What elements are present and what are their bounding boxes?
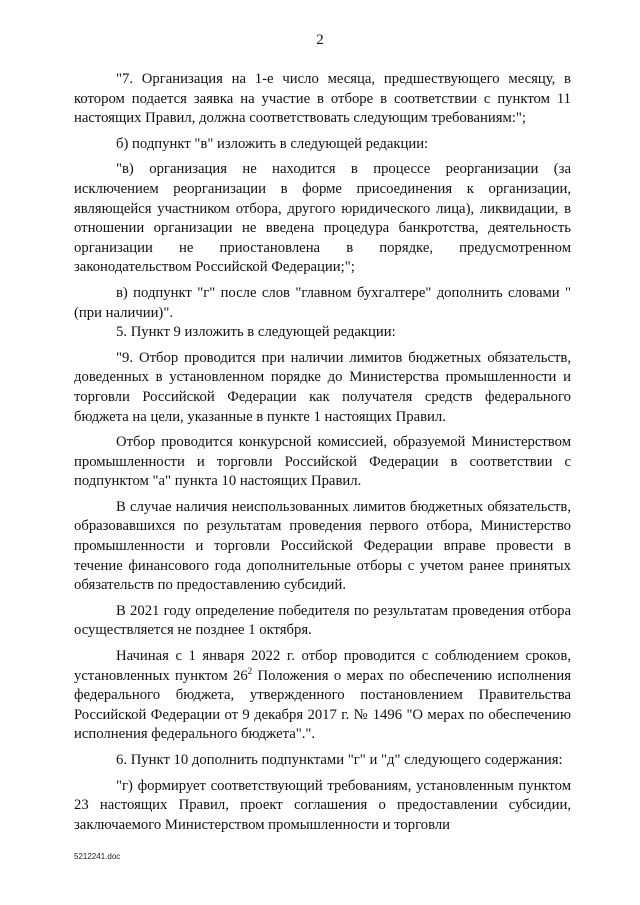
paragraph-unused-limits: В случае наличия неиспользованных лимитов бюджетных обязательств, образовавшихся по результатам проведения первого отбора, Министерство промышленности и торговли Российской Федерации вправе провести в течение финансового года дополнительные отборы с учетом ранее принятых обязательств по предоставлению субсидий. (74, 498, 571, 594)
paragraph-2021: В 2021 году определение победителя по результатам проведения отбора осуществляется не позднее 1 октября. (74, 602, 571, 639)
paragraph-item6: 6. Пункт 10 дополнить подпунктами "г" и "д" следующего содержания: (116, 752, 563, 768)
footnote-superscript: 2 (247, 665, 253, 676)
paragraph-item7: "7. Организация на 1-е число месяца, предшествующего месяцу, в котором подается заявка на участие в отборе в соответствии с пунктом 11 настоящих Правил, должна соответствовать следующим требованиям:"; (74, 71, 571, 127)
paragraph-subitem-g: "г) формирует соответствующий требованиям, установленным пунктом 23 настоящих Правил, проект соглашения о предоставлении субсидии, заключаемого Министерством промышленности и торговли (74, 777, 571, 833)
paragraph-subitem-v-text: "в) организация не находится в процессе реорганизации (за исключением реорганизации в форме присоединения к организации, являющейся участником отбора, другого юридического лица), ликвидации, в отношении организации не введена процедура банкротства, деятельность организации не приостановлена в порядке, предусмотренном законодательством Российской Федерации;"; (74, 161, 571, 276)
paragraph-commission: Отбор проводится конкурсной комиссией, образуемой Министерством промышленности и торговли Российской Федерации в соответствии с подпунктом "а" пункта 10 настоящих Правил. (74, 434, 571, 490)
page-number: 2 (316, 32, 324, 48)
paragraph-item9: "9. Отбор проводится при наличии лимитов бюджетных обязательств, доведенных в установленном порядке до Министерства промышленности и торговли Российской Федерации как получателя средств федерального бюджета на цели, указанные в пункте 1 настоящих Правил. (74, 349, 571, 425)
document-file-code: 5212241.doc (74, 852, 121, 861)
paragraph-2022 (74, 647, 571, 745)
paragraph-subitem-v: в) подпункт "г" после слов "главном бухгалтере" дополнить словами "(при наличии)". (74, 284, 571, 321)
paragraph-subitem-b: б) подпункт "в" изложить в следующей редакции: (116, 135, 429, 152)
document-body (74, 70, 571, 835)
paragraph-2022-end: Положения о мерах по обеспечению исполнения федерального бюджета, утвержденного постановлением Правительства Российской Федерации от 9 декабря 2017 г. № 1496 "О мерах по обеспечению исполнения федерального бюджета".". (74, 667, 572, 743)
paragraph-item5: 5. Пункт 9 изложить в следующей редакции: (116, 324, 396, 341)
paragraph-2022-start: Начиная с 1 января 2022 г. отбор проводится с соблюдением сроков, установленных пунктом 26 (74, 648, 571, 684)
